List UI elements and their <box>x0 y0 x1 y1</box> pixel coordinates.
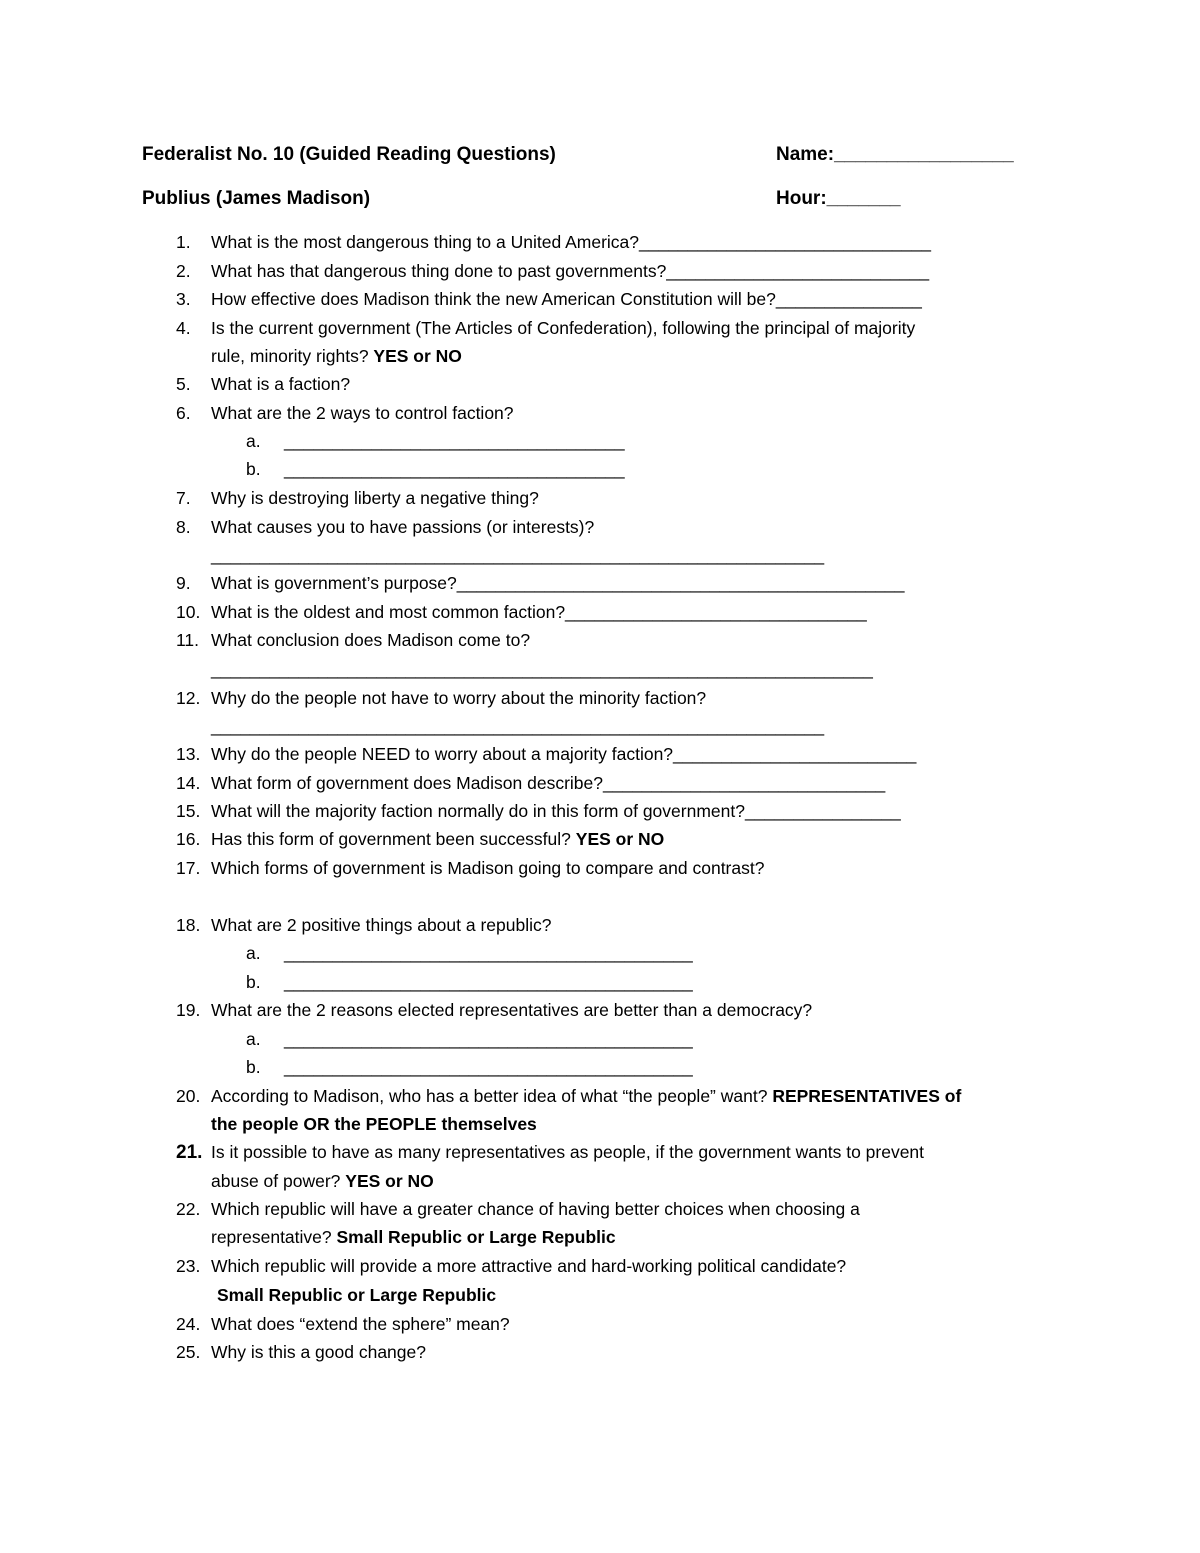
question-19: 19. What are the 2 reasons elected representatives are better than a democracy? <box>176 1000 813 1020</box>
question-5: 5. What is a faction? <box>176 374 351 394</box>
question-12-answer-line[interactable]: _______________________________________________________________ <box>211 716 825 736</box>
hour-field[interactable]: Hour:_______ <box>776 188 901 209</box>
question-24: 24. What does “extend the sphere” mean? <box>176 1314 510 1334</box>
question-16: 16. Has this form of government been successful? YES or NO <box>176 829 665 849</box>
republic-choice: Small Republic or Large Republic <box>217 1285 497 1305</box>
question-4: 4. Is the current government (The Articles of Confederation), following the principal of majority <box>176 318 916 338</box>
question-4-continued: rule, minority rights? YES or NO <box>211 346 462 366</box>
question-17: 17. Which forms of government is Madison going to compare and contrast? <box>176 858 765 878</box>
question-23: 23. Which republic will provide a more attractive and hard-working political candidate? <box>176 1256 847 1276</box>
question-20: 20. According to Madison, who has a better idea of what “the people” want? REPRESENTATIVES of <box>176 1086 962 1106</box>
author-line: Publius (James Madison) <box>142 188 371 209</box>
worksheet-title: Federalist No. 10 (Guided Reading Questions) <box>142 144 556 165</box>
question-15: 15. What will the majority faction normally do in this form of government?________________ <box>176 801 901 821</box>
question-25: 25. Why is this a good change? <box>176 1342 426 1362</box>
question-18: 18. What are 2 positive things about a republic? <box>176 915 552 935</box>
question-6: 6. What are the 2 ways to control faction? <box>176 403 514 423</box>
question-19-answer-b[interactable]: b. __________________________________________ <box>246 1057 693 1077</box>
question-11: 11. What conclusion does Madison come to? <box>176 630 531 650</box>
question-9: 9. What is government’s purpose?______________________________________________ <box>176 573 905 593</box>
question-18-answer-a[interactable]: a. __________________________________________ <box>246 943 693 963</box>
question-1: 1. What is the most dangerous thing to a United America?______________________________ <box>176 232 931 252</box>
question-11-answer-line[interactable]: ____________________________________________________________________ <box>211 659 873 679</box>
question-22-continued: representative? Small Republic or Large Republic <box>211 1227 616 1247</box>
question-2: 2. What has that dangerous thing done to past governments?___________________________ <box>176 261 930 281</box>
question-10: 10. What is the oldest and most common faction?_______________________________ <box>176 602 867 622</box>
question-19-answer-a[interactable]: a. __________________________________________ <box>246 1029 693 1049</box>
yes-no-choice: YES or NO <box>345 1171 434 1191</box>
question-20-continued: the people OR the PEOPLE themselves <box>211 1114 537 1134</box>
question-6-answer-b[interactable]: b. ___________________________________ <box>246 459 625 479</box>
yes-no-choice: YES or NO <box>575 829 665 849</box>
question-14: 14. What form of government does Madison describe?_____________________________ <box>176 773 886 793</box>
question-21: 21. Is it possible to have as many representatives as people, if the government wants to prevent <box>176 1142 925 1163</box>
question-8-answer-line[interactable]: _______________________________________________________________ <box>211 545 825 565</box>
question-12: 12. Why do the people not have to worry about the minority faction? <box>176 688 707 708</box>
name-field[interactable]: Name:_________________ <box>776 144 1014 165</box>
question-22: 22. Which republic will have a greater chance of having better choices when choosing a <box>176 1199 860 1219</box>
yes-no-choice: YES or NO <box>373 346 462 366</box>
question-8: 8. What causes you to have passions (or interests)? <box>176 517 595 537</box>
question-7: 7. Why is destroying liberty a negative thing? <box>176 488 539 508</box>
question-3: 3. How effective does Madison think the new American Constitution will be?_______________ <box>176 289 922 309</box>
question-13: 13. Why do the people NEED to worry about a majority faction?_________________________ <box>176 744 917 764</box>
answer-choice: REPRESENTATIVES of <box>772 1086 962 1106</box>
question-21-continued: abuse of power? YES or NO <box>211 1171 434 1191</box>
republic-choice: Small Republic or Large Republic <box>336 1227 616 1247</box>
question-18-answer-b[interactable]: b. __________________________________________ <box>246 972 693 992</box>
question-6-answer-a[interactable]: a. ___________________________________ <box>246 431 625 451</box>
